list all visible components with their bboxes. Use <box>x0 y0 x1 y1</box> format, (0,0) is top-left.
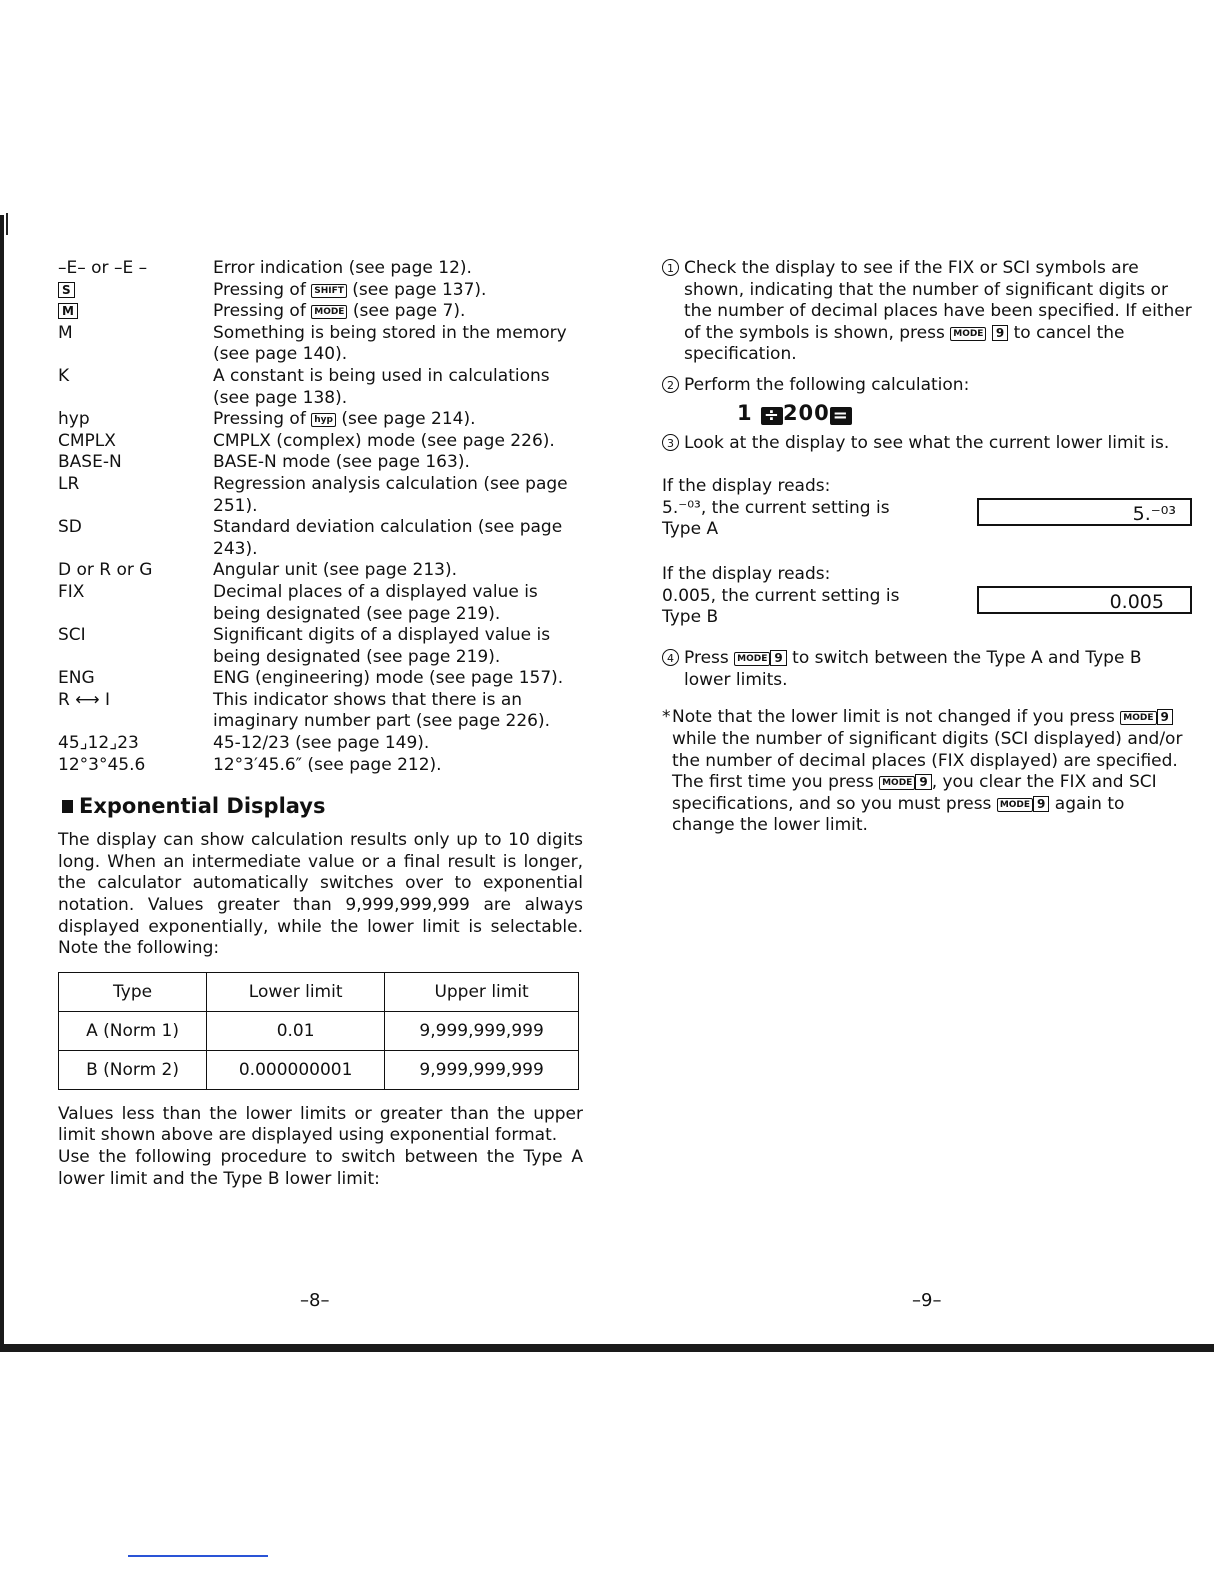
display-readout: 5.⁻⁰³ <box>977 498 1192 526</box>
indicator-symbol: ENG <box>58 668 95 689</box>
step-4 <box>662 648 1192 691</box>
indicator-description: CMPLX (complex) mode (see page 226). <box>213 430 555 451</box>
indicator-row <box>58 474 583 517</box>
step-2 <box>662 375 1192 397</box>
scan-edge-bottom <box>0 1344 1214 1352</box>
step-text: Look at the display to see what the current lower limit is. <box>684 432 1170 453</box>
indicator-row <box>58 280 583 302</box>
indicator-row <box>58 582 583 625</box>
mode-key-icon: MODE <box>311 305 347 319</box>
indicator-symbol: M <box>58 322 73 343</box>
indicator-description: Error indication (see page 12). <box>213 258 472 278</box>
indicator-symbol: BASE-N <box>58 452 122 473</box>
indicator-symbol: SCI <box>58 625 86 646</box>
table-header: Upper limit <box>385 972 579 1011</box>
indicator-symbol: 12°3°45.6 <box>58 754 146 775</box>
circled-number-icon: 4 <box>662 649 679 666</box>
circled-number-icon: 1 <box>662 259 679 276</box>
indicator-symbol: R ⟷ I <box>58 689 111 710</box>
table-row <box>59 1011 579 1050</box>
shift-key-icon: SHIFT <box>311 284 347 298</box>
bottom-underline <box>128 1555 268 1557</box>
indicator-symbol: 45⌟12⌟23 <box>58 733 139 754</box>
nine-key-icon: 9 <box>1033 796 1049 812</box>
indicator-description: ENG (engineering) mode (see page 157). <box>213 668 564 689</box>
mode-key-icon: MODE <box>879 776 915 790</box>
indicator-row <box>58 452 583 474</box>
square-bullet-icon <box>62 800 73 813</box>
step-3 <box>662 433 1192 455</box>
indicator-description: Regression analysis calculation (see page 251). <box>213 473 568 516</box>
step-text: Perform the following calculation: <box>684 374 970 395</box>
note <box>662 707 1192 837</box>
indicator-description: Standard deviation calculation (see page 243). <box>213 517 563 559</box>
indicator-description: Decimal places of a displayed value is being designated (see page 219). <box>213 581 538 624</box>
circled-number-icon: 2 <box>662 376 679 393</box>
scan-edge-left <box>0 215 4 1350</box>
table-cell: 9,999,999,999 <box>385 1011 579 1050</box>
indicator-description: Pressing of SHIFT (see page 137). <box>213 279 487 300</box>
indicator-symbol: FIX <box>58 581 85 602</box>
indicator-description: Pressing of hyp (see page 214). <box>213 409 476 430</box>
indicator-symbol: –E– or –E – <box>58 258 148 278</box>
indicator-symbol: K <box>58 365 70 386</box>
table-cell: B (Norm 2) <box>59 1050 207 1089</box>
mode-key-icon: MODE <box>997 798 1033 812</box>
angular-unit-icons: D or R or G <box>58 560 153 581</box>
calculation-example: 1 ÷ 200 = <box>737 401 1192 425</box>
table-cell: 0.01 <box>207 1011 385 1050</box>
right-page <box>662 258 1192 837</box>
table-cell: 9,999,999,999 <box>385 1050 579 1089</box>
page-number-right: –9– <box>912 1290 942 1311</box>
limits-table <box>58 972 579 1090</box>
case-type-a: If the display reads: 5.⁻⁰³, the current setting is Type A 5.⁻⁰³ <box>662 476 1192 542</box>
divide-key-icon: ÷ <box>761 407 783 425</box>
indicator-description: Something is being stored in the memory (see page 140). <box>213 322 567 365</box>
table-header-row <box>59 972 579 1011</box>
indicator-description: Pressing of MODE (see page 7). <box>213 301 466 322</box>
mode-key-icon: MODE <box>734 652 770 666</box>
table-cell: 0.000000001 <box>207 1050 385 1089</box>
indicator-list <box>58 258 583 776</box>
nine-key-icon: 9 <box>992 325 1008 341</box>
intro-paragraph: The display can show calculation results only up to 10 digits long. When an intermediate value or a final result is longer, the calculator automatically switches over to exponential notation. Values greater than 9,999,999,999 are always displayed exponentially, while the lower limit is selectable. Note the following: <box>58 830 583 959</box>
table-header: Type <box>59 972 207 1011</box>
note-text: Note that the lower limit is not changed if you press MODE 9 while the number of significant digits (SCI displayed) and/or the number of decimal places (FIX displayed) are specified. The first time you press MODE 9 , you clear the FIX and SCI specifications, and so you must press MODE 9 again to change the lower limit. <box>672 707 1183 836</box>
table-header: Lower limit <box>207 972 385 1011</box>
s-indicator-icon: S <box>58 282 75 298</box>
nine-key-icon: 9 <box>1157 709 1173 725</box>
table-cell: A (Norm 1) <box>59 1011 207 1050</box>
mode-key-icon: MODE <box>1120 711 1156 725</box>
indicator-row <box>58 755 583 777</box>
indicator-symbol: LR <box>58 473 80 494</box>
asterisk-mark: * <box>662 707 671 728</box>
indicator-description: BASE-N mode (see page 163). <box>213 452 470 473</box>
page-number-left: –8– <box>300 1290 330 1311</box>
step-text: Press MODE 9 to switch between the Type A and Type B lower limits. <box>684 648 1142 690</box>
mode-key-icon: MODE <box>950 327 986 341</box>
indicator-row <box>58 625 583 668</box>
step-text: Check the display to see if the FIX or SCI symbols are shown, indicating that the number of significant digits or the number of decimal places have been specified. If either of the symbols is shown, press MODE 9 to cancel the specification. <box>684 258 1192 365</box>
indicator-row <box>58 301 583 323</box>
indicator-row <box>58 517 583 560</box>
left-page <box>58 258 583 1190</box>
hyp-key-icon: hyp <box>311 413 336 427</box>
table-row <box>59 1050 579 1089</box>
indicator-row <box>58 323 583 366</box>
procedure-paragraph: Use the following procedure to switch between the Type A lower limit and the Type B lower limit: <box>58 1147 583 1189</box>
indicator-row <box>58 431 583 453</box>
indicator-symbol: CMPLX <box>58 430 116 451</box>
indicator-row <box>58 409 583 431</box>
indicator-row <box>58 258 583 280</box>
indicator-description: This indicator shows that there is an imaginary number part (see page 226). <box>213 689 551 732</box>
indicator-description: Significant digits of a displayed value is being designated (see page 219). <box>213 625 551 667</box>
step-1 <box>662 258 1192 366</box>
indicator-symbol: SD <box>58 517 82 538</box>
equals-key-icon: = <box>830 407 852 425</box>
indicator-row <box>58 366 583 409</box>
indicator-row <box>58 690 583 733</box>
indicator-row <box>58 560 583 582</box>
scan-edge-mark <box>6 213 13 235</box>
circled-number-icon: 3 <box>662 434 679 451</box>
section-title: Exponential Displays <box>62 794 583 818</box>
indicator-description: 45-12/23 (see page 149). <box>213 733 430 754</box>
m-indicator-icon: M <box>58 303 78 319</box>
outro-paragraph: Values less than the lower limits or greater than the upper limit shown above are displayed using exponential format. <box>58 1103 583 1146</box>
nine-key-icon: 9 <box>915 774 931 790</box>
display-readout: 0.005 <box>977 586 1192 614</box>
indicator-description: A constant is being used in calculations (see page 138). <box>213 365 550 408</box>
indicator-row <box>58 668 583 690</box>
indicator-symbol: hyp <box>58 409 90 430</box>
indicator-row <box>58 733 583 755</box>
case-type-b: If the display reads: 0.005, the current setting is Type B 0.005 <box>662 564 1192 630</box>
nine-key-icon: 9 <box>770 650 786 666</box>
indicator-description: Angular unit (see page 213). <box>213 560 458 581</box>
indicator-description: 12°3′45.6″ (see page 212). <box>213 754 442 775</box>
